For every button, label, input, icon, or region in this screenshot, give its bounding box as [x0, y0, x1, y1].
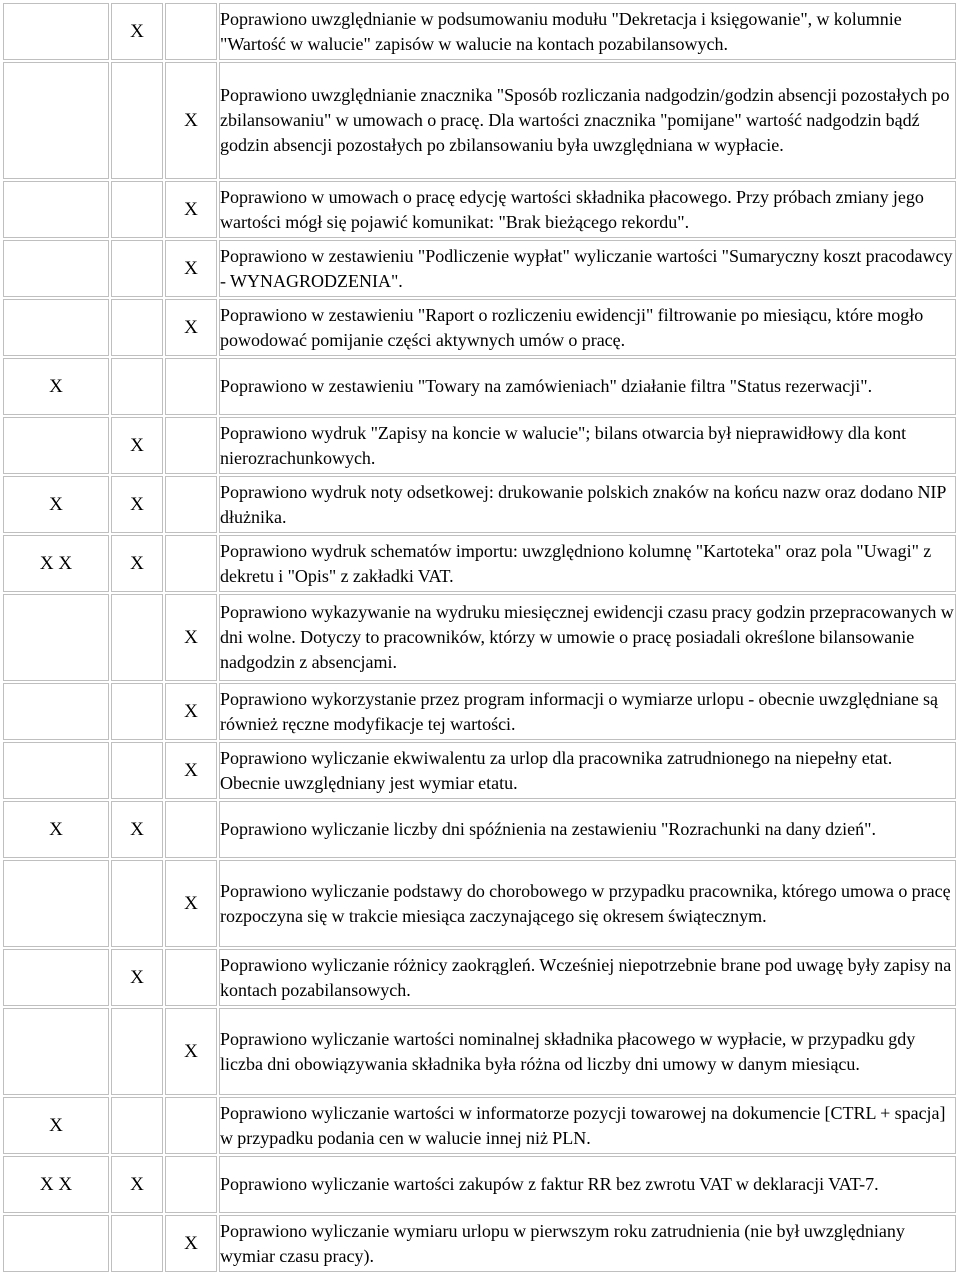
- mark-cell-c2: [111, 240, 163, 297]
- change-description: Poprawiono w zestawieniu "Towary na zamówieniach" działanie filtra "Status rezerwacji".: [219, 358, 956, 415]
- table-row: [3, 594, 956, 681]
- mark-cell-c1: [3, 594, 109, 681]
- table-row: [3, 62, 956, 179]
- change-description: Poprawiono w zestawieniu "Raport o rozliczeniu ewidencji" filtrowanie po miesiącu, które mogło powodować pomijanie części aktywnych umów o pracę.: [219, 299, 956, 356]
- mark-cell-c2: [111, 860, 163, 947]
- mark-cell-c1: X: [3, 801, 109, 858]
- change-description: Poprawiono wyliczanie podstawy do chorobowego w przypadku pracownika, którego umowa o pracę rozpoczyna się w trakcie miesiąca zaczynającego się okresem świątecznym.: [219, 860, 956, 947]
- mark-cell-c1: [3, 3, 109, 60]
- mark-cell-c2: [111, 1097, 163, 1154]
- mark-cell-c3: [165, 1097, 217, 1154]
- table-row: [3, 3, 956, 60]
- mark-cell-c3: [165, 535, 217, 592]
- mark-cell-c3: X: [165, 1008, 217, 1095]
- changelog-table-body: [3, 3, 956, 1272]
- mark-cell-c3: X: [165, 860, 217, 947]
- mark-cell-c3: [165, 1156, 217, 1213]
- mark-cell-c3: [165, 358, 217, 415]
- table-row: [3, 683, 956, 740]
- mark-cell-c3: [165, 476, 217, 533]
- mark-cell-c1: X X: [3, 1156, 109, 1213]
- table-row: [3, 417, 956, 474]
- mark-cell-c2: [111, 742, 163, 799]
- mark-cell-c3: X: [165, 62, 217, 179]
- mark-cell-c1: [3, 240, 109, 297]
- mark-cell-c2: X: [111, 801, 163, 858]
- mark-cell-c2: X: [111, 417, 163, 474]
- mark-cell-c3: X: [165, 742, 217, 799]
- mark-cell-c1: [3, 1008, 109, 1095]
- change-description: Poprawiono wyliczanie ekwiwalentu za urlop dla pracownika zatrudnionego na niepełny etat. Obecnie uwzględniany jest wymiar etatu.: [219, 742, 956, 799]
- mark-cell-c3: X: [165, 240, 217, 297]
- mark-cell-c2: [111, 181, 163, 238]
- change-description: Poprawiono wyliczanie różnicy zaokrągleń. Wcześniej niepotrzebnie brane pod uwagę były zapisy na kontach pozabilansowych.: [219, 949, 956, 1006]
- change-description: Poprawiono wydruk schematów importu: uwzględniono kolumnę "Kartoteka" oraz pola "Uwagi" z dekretu i "Opis" z zakładki VAT.: [219, 535, 956, 592]
- table-row: [3, 358, 956, 415]
- change-description: Poprawiono uwzględnianie w podsumowaniu modułu "Dekretacja i księgowanie", w kolumnie "Wartość w walucie" zapisów w walucie na kontach pozabilansowych.: [219, 3, 956, 60]
- mark-cell-c2: X: [111, 949, 163, 1006]
- changelog-table: [1, 1, 958, 1274]
- table-row: [3, 476, 956, 533]
- change-description: Poprawiono wyliczanie wymiaru urlopu w pierwszym roku zatrudnienia (nie był uwzględniany wymiar czasu pracy).: [219, 1215, 956, 1272]
- table-row: [3, 860, 956, 947]
- mark-cell-c1: [3, 1215, 109, 1272]
- mark-cell-c2: [111, 62, 163, 179]
- mark-cell-c3: X: [165, 594, 217, 681]
- mark-cell-c3: [165, 801, 217, 858]
- mark-cell-c2: X: [111, 535, 163, 592]
- mark-cell-c2: X: [111, 1156, 163, 1213]
- table-row: [3, 949, 956, 1006]
- change-description: Poprawiono w umowach o pracę edycję wartości składnika płacowego. Przy próbach zmiany jego wartości mógł się pojawić komunikat: "Brak bieżącego rekordu".: [219, 181, 956, 238]
- mark-cell-c1: X: [3, 358, 109, 415]
- mark-cell-c2: X: [111, 476, 163, 533]
- mark-cell-c3: X: [165, 1215, 217, 1272]
- mark-cell-c2: [111, 683, 163, 740]
- change-description: Poprawiono wydruk noty odsetkowej: drukowanie polskich znaków na końcu nazw oraz dodano NIP dłużnika.: [219, 476, 956, 533]
- mark-cell-c1: [3, 742, 109, 799]
- table-row: [3, 1008, 956, 1095]
- mark-cell-c1: X X: [3, 535, 109, 592]
- mark-cell-c1: X: [3, 1097, 109, 1154]
- table-row: [3, 535, 956, 592]
- mark-cell-c3: X: [165, 181, 217, 238]
- table-row: [3, 801, 956, 858]
- mark-cell-c3: [165, 949, 217, 1006]
- table-row: [3, 181, 956, 238]
- mark-cell-c2: [111, 299, 163, 356]
- mark-cell-c2: [111, 358, 163, 415]
- mark-cell-c2: [111, 1215, 163, 1272]
- mark-cell-c1: [3, 62, 109, 179]
- table-row: [3, 742, 956, 799]
- change-description: Poprawiono wydruk "Zapisy na koncie w walucie"; bilans otwarcia był nieprawidłowy dla kont nierozrachunkowych.: [219, 417, 956, 474]
- change-description: Poprawiono wykazywanie na wydruku miesięcznej ewidencji czasu pracy godzin przepracowanych w dni wolne. Dotyczy to pracowników, którzy w umowie o pracę posiadali określone bilansowanie nadgodzin z absencjami.: [219, 594, 956, 681]
- mark-cell-c3: X: [165, 299, 217, 356]
- change-description: Poprawiono w zestawieniu "Podliczenie wypłat" wyliczanie wartości "Sumaryczny koszt pracodawcy - WYNAGRODZENIA".: [219, 240, 956, 297]
- table-row: [3, 299, 956, 356]
- change-description: Poprawiono wyliczanie wartości w informatorze pozycji towarowej na dokumencie [CTRL + spacja] w przypadku podania cen w walucie innej niż PLN.: [219, 1097, 956, 1154]
- mark-cell-c3: [165, 3, 217, 60]
- table-row: [3, 1156, 956, 1213]
- mark-cell-c1: [3, 181, 109, 238]
- table-row: [3, 240, 956, 297]
- change-description: Poprawiono wyliczanie wartości zakupów z faktur RR bez zwrotu VAT w deklaracji VAT-7.: [219, 1156, 956, 1213]
- table-row: [3, 1097, 956, 1154]
- change-description: Poprawiono wyliczanie wartości nominalnej składnika płacowego w wypłacie, w przypadku gdy liczba dni obowiązywania składnika była różna od liczby dni umowy w danym miesiącu.: [219, 1008, 956, 1095]
- mark-cell-c2: X: [111, 3, 163, 60]
- mark-cell-c1: X: [3, 476, 109, 533]
- change-description: Poprawiono uwzględnianie znacznika "Sposób rozliczania nadgodzin/godzin absencji pozostałych po zbilansowaniu" w umowach o pracę. Dla wartości znacznika "pomijane" wartość nadgodzin bądź godzin absencji pozostałych po zbilansowaniu była uwzględniana w wypłacie.: [219, 62, 956, 179]
- mark-cell-c3: X: [165, 683, 217, 740]
- mark-cell-c1: [3, 860, 109, 947]
- change-description: Poprawiono wyliczanie liczby dni spóźnienia na zestawieniu "Rozrachunki na dany dzień".: [219, 801, 956, 858]
- mark-cell-c1: [3, 683, 109, 740]
- mark-cell-c3: [165, 417, 217, 474]
- mark-cell-c1: [3, 299, 109, 356]
- table-row: [3, 1215, 956, 1272]
- mark-cell-c2: [111, 1008, 163, 1095]
- mark-cell-c1: [3, 949, 109, 1006]
- mark-cell-c2: [111, 594, 163, 681]
- change-description: Poprawiono wykorzystanie przez program informacji o wymiarze urlopu - obecnie uwzględniane są również ręczne modyfikacje tej wartości.: [219, 683, 956, 740]
- mark-cell-c1: [3, 417, 109, 474]
